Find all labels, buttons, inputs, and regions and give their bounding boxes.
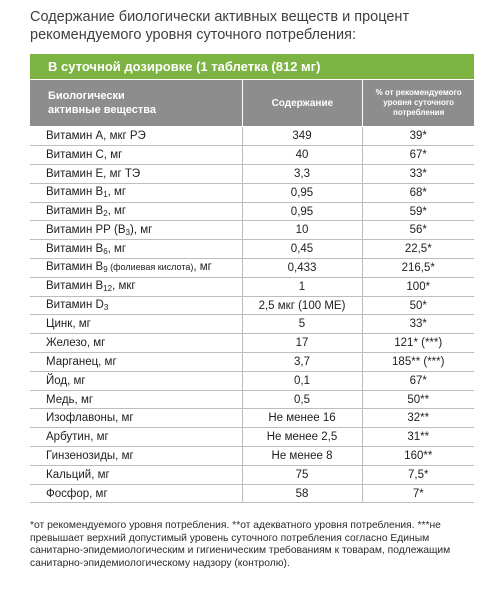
substance-name-text: Витамин Е, мг ТЭ [46,167,141,180]
percent-value: 50* [362,296,474,315]
content-value: 0,95 [242,202,362,221]
substance-name-text: Витамин А, мкг РЭ [46,130,146,143]
table-row [30,221,474,240]
substance-unit: , мг [107,186,127,199]
percent-value: 32** [362,409,474,428]
substance-name [30,371,242,390]
percent-value: 56* [362,221,474,240]
content-value: Не менее 8 [242,447,362,466]
page-title-line1: Содержание биологически активных веществ и процент [30,9,410,25]
substance-name [30,240,242,259]
table-row [30,390,474,409]
substance-subscript: 9 [103,265,108,275]
table-row [30,127,474,146]
content-value: 5 [242,315,362,334]
percent-value: 33* [362,315,474,334]
header-substances-line1: Биологически [48,90,125,102]
substance-unit: , мг [107,242,127,255]
substance-name [30,183,242,202]
substance-name [30,259,242,278]
table-row [30,165,474,184]
percent-value: 7* [362,484,474,503]
page-title-line2: рекомендуемого уровня суточного потребления: [30,27,357,43]
content-value: 17 [242,334,362,353]
percent-value: 7,5* [362,465,474,484]
percent-value: 50** [362,390,474,409]
percent-value: 22,5* [362,240,474,259]
header-percent: % от рекомендуемого уровня суточного потребления [362,80,474,126]
substance-name-text: Витамин В [46,242,104,255]
percent-value: 216,5* [362,259,474,278]
table-row [30,146,474,165]
table-row [30,484,474,503]
substance-subscript: 12 [103,284,113,294]
substance-name-text: Цинк, мг [46,318,91,331]
substance-name-text: Железо, мг [46,337,106,350]
percent-value: 31** [362,428,474,447]
header-content: Содержание [242,80,363,126]
substance-unit: , мг [193,261,212,274]
table-row [30,371,474,390]
table-row [30,259,474,278]
content-value: 2,5 мкг (100 МЕ) [242,296,362,315]
percent-value: 39* [362,127,474,146]
content-value: 0,95 [242,183,362,202]
content-value: 75 [242,465,362,484]
percent-value: 33* [362,165,474,184]
content-value: 3,3 [242,165,362,184]
table-row [30,277,474,296]
substance-subscript: 1 [103,190,108,200]
substance-note: (фолиевая кислота) [107,262,194,273]
table-row [30,315,474,334]
substance-subscript: 2 [103,209,108,219]
footnote: *от рекомендуемого уровня потребления. **от адекватного уровня потребления. ***не превышает верхний допустимый уровень суточного потребления согласно Единым санитарно-эпидемиологическим и гигиеническим требованиям к товарам, подлежащим санитарно-эпидемиологическому надзору (контролю). [30,520,451,569]
content-value: 0,5 [242,390,362,409]
percent-value: 121* (***) [362,334,474,353]
percent-value: 160** [362,447,474,466]
table-row [30,409,474,428]
table-row [30,428,474,447]
substance-name-text: Витамин РР (В [46,223,126,236]
content-value: 0,433 [242,259,362,278]
content-value: 0,1 [242,371,362,390]
content-value: Не менее 16 [242,409,362,428]
substance-name-text: Арбутин, мг [46,431,109,444]
substance-name [30,277,242,296]
percent-value: 67* [362,371,474,390]
substance-name-text: Витамин С, мг [46,149,123,162]
substance-name [30,465,242,484]
table-row [30,353,474,372]
content-value: 40 [242,146,362,165]
substance-name-text: Витамин В [46,205,104,218]
content-value: 349 [242,127,362,146]
percent-value: 67* [362,146,474,165]
substance-name-text: Витамин D [46,299,104,312]
content-value: 1 [242,277,362,296]
substance-name-text: Медь, мг [46,393,94,406]
substance-name [30,315,242,334]
substance-name [30,428,242,447]
substance-name [30,484,242,503]
header-substances [30,80,242,126]
table-row [30,465,474,484]
table-row [30,334,474,353]
substance-unit: , мкг [112,280,136,293]
substance-unit: ), мг [130,223,153,236]
substance-name-text: Кальций, мг [46,468,110,481]
nutrient-table [30,127,474,503]
substance-name [30,447,242,466]
substance-name [30,127,242,146]
substance-name-text: Фосфор, мг [46,487,108,500]
substance-name [30,334,242,353]
substance-name [30,409,242,428]
substance-name [30,296,242,315]
page-title [30,8,470,44]
substance-subscript: 6 [103,246,108,256]
table-row [30,447,474,466]
content-value: Не менее 2,5 [242,428,362,447]
header-substances-line2: активные вещества [48,104,156,116]
percent-value: 68* [362,183,474,202]
substance-name-text: Витамин В [46,186,104,199]
content-value: 0,45 [242,240,362,259]
substance-name [30,146,242,165]
table-row [30,240,474,259]
content-value: 10 [242,221,362,240]
percent-value: 59* [362,202,474,221]
substance-name [30,390,242,409]
table-header [30,80,474,126]
substance-name-text: Йод, мг [46,374,86,387]
substance-name-text: Марганец, мг [46,355,117,368]
substance-subscript: 3 [125,227,130,237]
substance-name [30,202,242,221]
substance-name-text: Гинзенозиды, мг [46,449,134,462]
substance-name-text: Изофлавоны, мг [46,412,134,425]
substance-name-text: Витамин В [46,261,104,274]
table-row [30,296,474,315]
table-row [30,183,474,202]
substance-name [30,165,242,184]
table-row [30,202,474,221]
content-value: 3,7 [242,353,362,372]
content-value: 58 [242,484,362,503]
percent-value: 185** (***) [362,353,474,372]
substance-name [30,353,242,372]
percent-value: 100* [362,277,474,296]
substance-unit: , мг [107,205,127,218]
substance-subscript: 3 [103,303,109,313]
substance-name-text: Витамин В [46,280,104,293]
substance-name [30,221,242,240]
dosage-band: В суточной дозировке (1 таблетка (812 мг) [30,54,474,79]
